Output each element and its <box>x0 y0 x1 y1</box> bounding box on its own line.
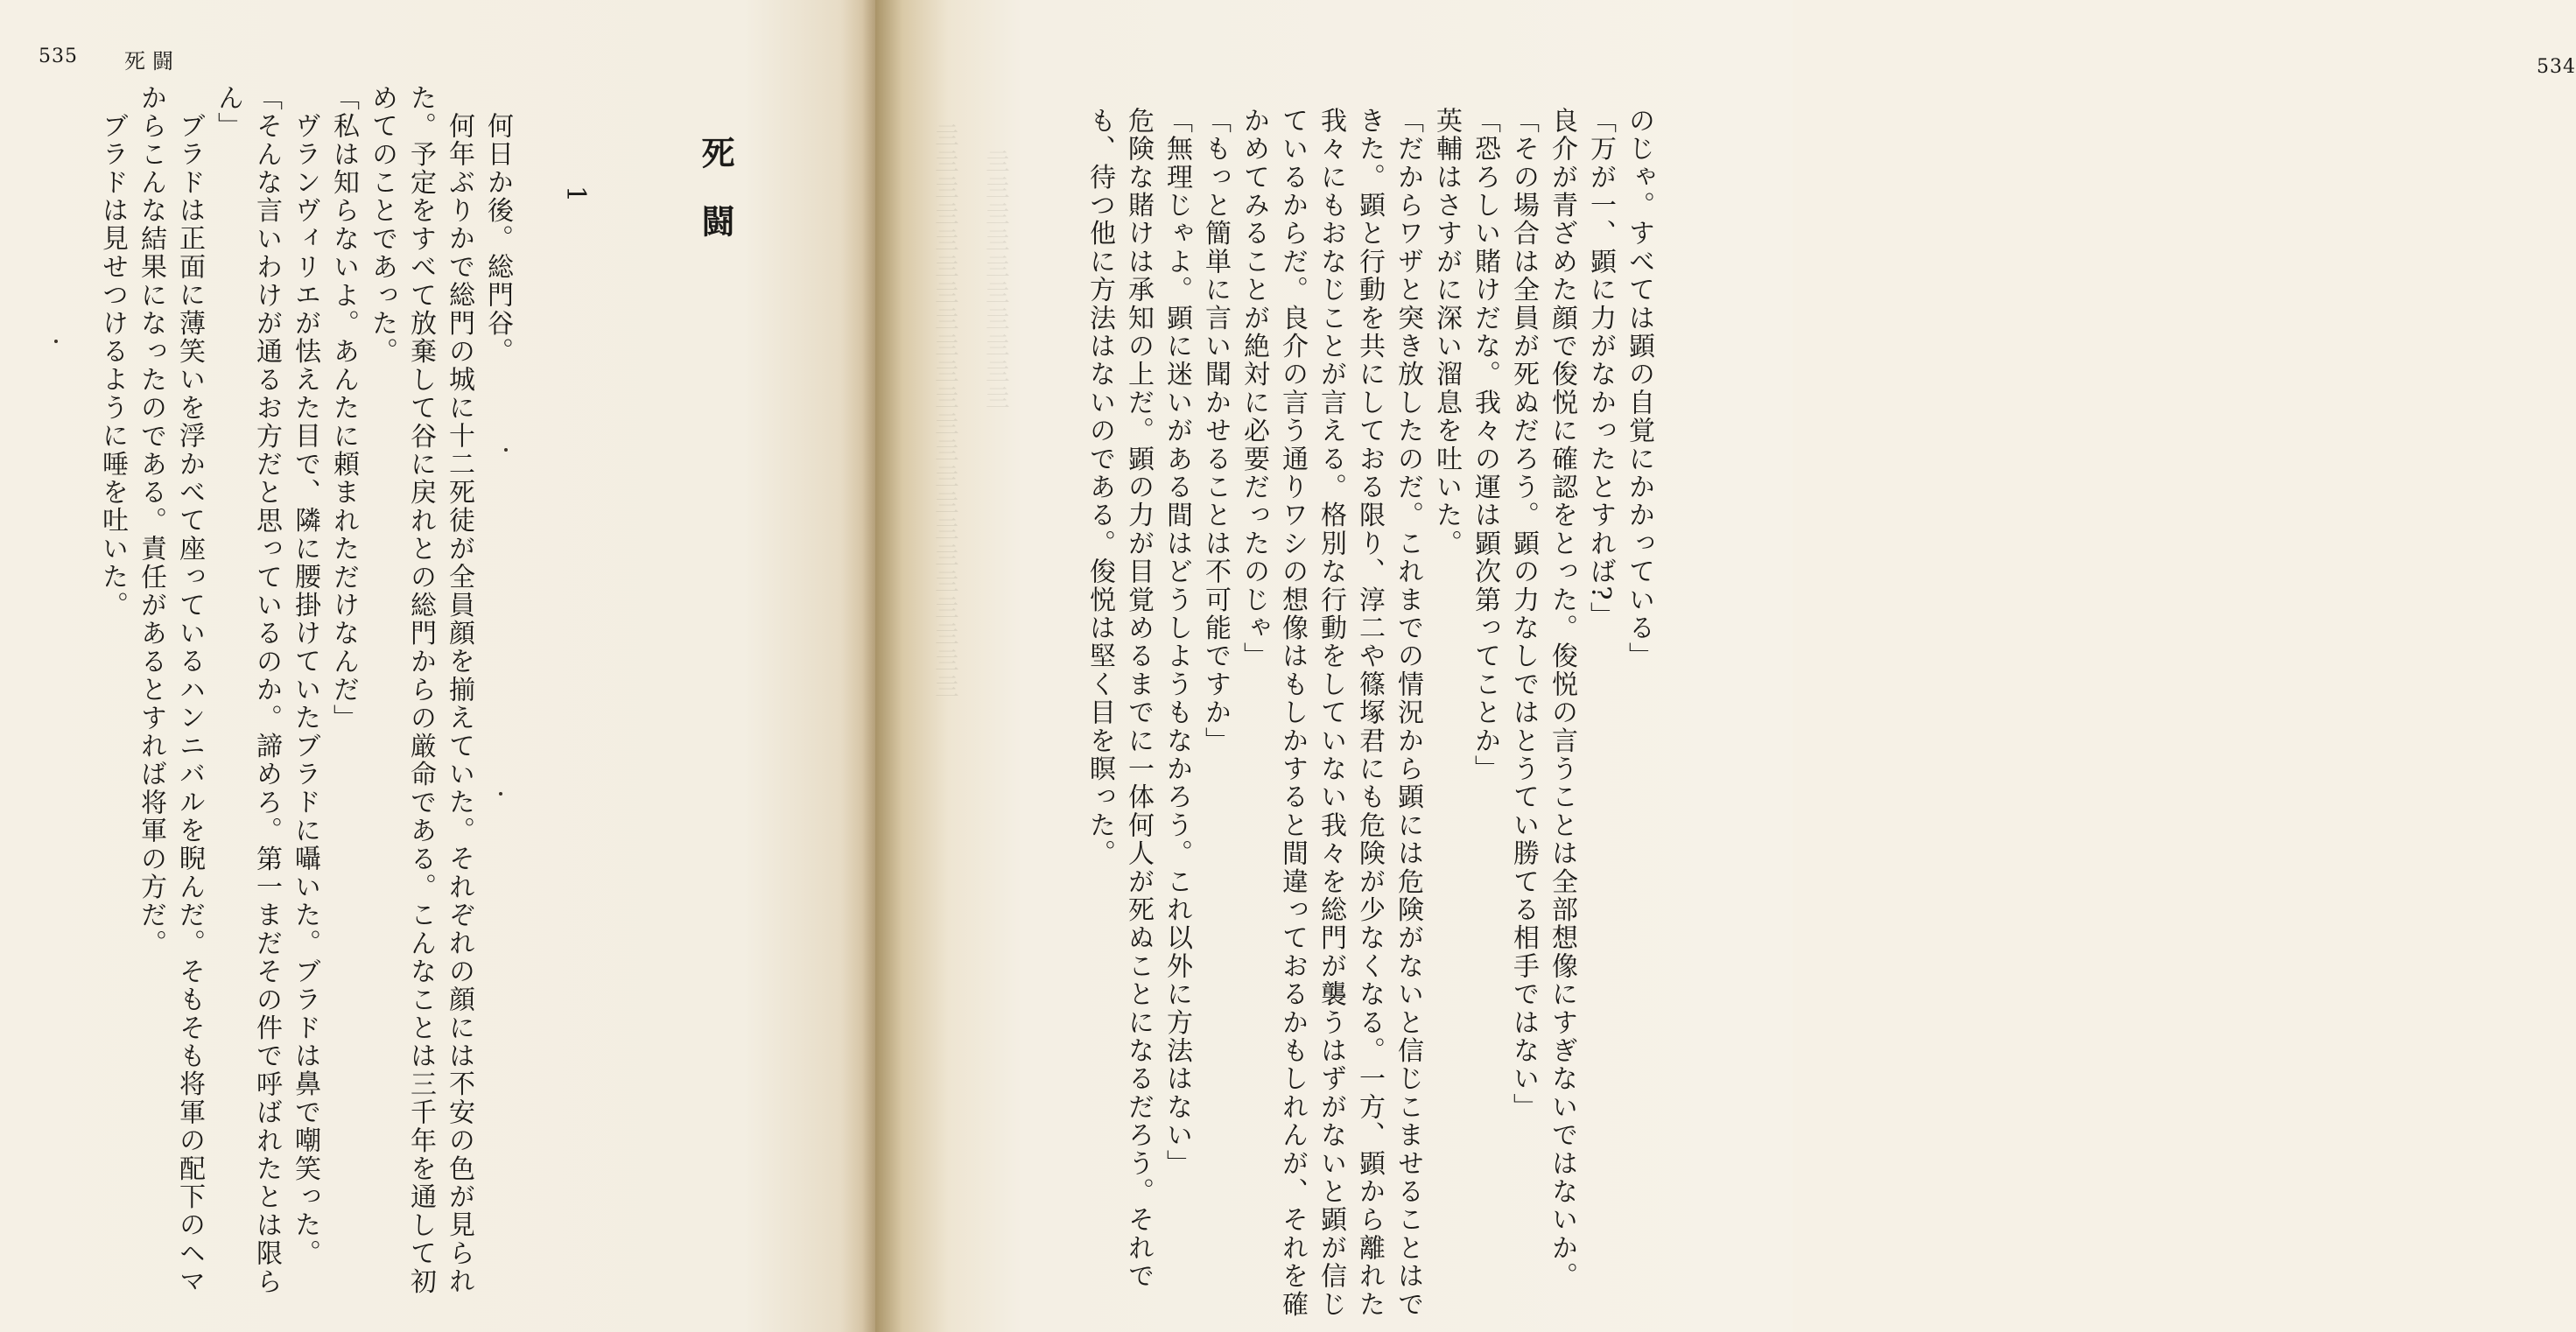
text-line: も、待つ他に方法はないのである。俊悦は堅く目を瞑った。 <box>1084 107 1115 868</box>
text-line: きた。顕と行動を共にしておる限り、淳二や篠塚君にも危険が少なくなる。一方、顕から離れた <box>1354 107 1385 1319</box>
text-line: かめてみることが絶対に必要だったのじゃ」 <box>1239 107 1269 670</box>
text-line: からこんな結果になったのである。責任があるとすれば将軍の方だ。 <box>136 84 166 958</box>
left-page <box>0 0 875 1332</box>
text-line: 英輔はさすがに深い溜息を吐いた。 <box>1431 107 1462 558</box>
text-line: 何年ぶりかで総門の城に十二死徒が全員顔を揃えていた。それぞれの顔には不安の色が見られ <box>444 112 474 1296</box>
right-page <box>875 0 2576 1332</box>
print-speck <box>499 792 502 796</box>
text-line: ん」 <box>213 84 243 141</box>
text-line: のじゃ。すべては顕の自覚にかかっている」 <box>1624 107 1654 670</box>
text-line: ブラドは見せつけるように唾を吐いた。 <box>97 112 128 620</box>
text-line: 「その場合は全員が死ぬだろう。顕の力なしではとうてい勝てる相手ではない」 <box>1508 107 1539 1122</box>
text-line: 良介が青ざめた顔で俊悦に確認をとった。俊悦の言うことは全部想像にすぎないではないか。 <box>1547 107 1577 1291</box>
text-line: 「もっと簡単に言い聞かせることは不可能ですか」 <box>1200 107 1231 755</box>
page-number-left: 535 <box>39 46 78 67</box>
text-line: 「万が一、顕に力がなかったとすれば?」 <box>1585 107 1616 630</box>
text-line: ヴランヴィリエが怯えた目で、隣に腰掛けていたブラドに囁いた。ブラドは鼻で嘲笑った。 <box>290 112 320 1268</box>
text-line: ブラドは正面に薄笑いを浮かべて座っているハンニバルを睨んだ。そもそも将軍の配下のヘマ <box>174 112 205 1296</box>
text-line: ているからだ。良介の言う通りワシの想像はもしかすると間違っておるかもしれんが、それを確 <box>1277 107 1308 1319</box>
bleed-through: 亖亖亖亖亖亖亖亖亖亖 <box>982 149 1011 411</box>
text-line: 「そんな言いわけが通るお方だと思っているのか。諦めろ。第一まだその件で呼ばれたとは限ら <box>251 84 282 1296</box>
page-number-right: 534 <box>2537 56 2576 78</box>
text-line: 危険な賭けは承知の上だ。顕の力が目覚めるまでに一体何人が死ぬことになるだろう。それで <box>1123 107 1154 1291</box>
text-line: た。予定をすべて放棄して谷に戻れとの総門からの厳命である。こんなことは三千年を通して初 <box>405 84 436 1296</box>
section-number: 1 <box>560 186 591 203</box>
print-speck <box>54 340 58 343</box>
text-line: 「だからワザと突き放したのだ。これまでの情況から顕には危険がないと信じこませることはで <box>1393 107 1423 1319</box>
text-line: 我々にもおなじことが言える。格別な行動をしていない我々を総門が襲うはずがないと顕が信じ <box>1316 107 1346 1319</box>
text-line: 「私は知らないよ。あんたに頼まれただけなんだ」 <box>328 84 359 733</box>
print-speck <box>504 448 508 452</box>
chapter-title: 死闘 <box>696 136 735 272</box>
bleed-through: 亖亖亖亖亖亖亖亖亖亖亖亖亖亖亖亖亖亖亖亖亖亖 <box>931 123 960 700</box>
text-line: 「恐ろしい賭けだな。我々の運は顕次第ってことか」 <box>1470 107 1500 783</box>
text-line: めてのことであった。 <box>367 84 397 366</box>
text-line: 「無理じゃよ。顕に迷いがある間はどうしようもなかろう。これ以外に方法はない」 <box>1162 107 1192 1178</box>
text-line: 何日か後。総門谷。 <box>482 112 513 366</box>
running-head: 死闘 <box>124 49 180 74</box>
